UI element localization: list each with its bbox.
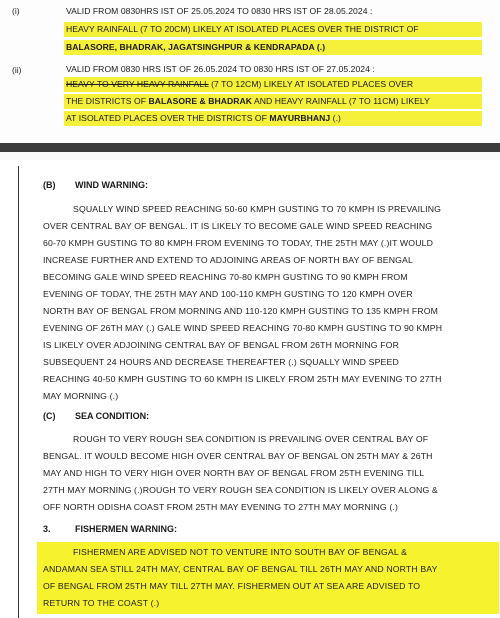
sea-condition-heading: SEA CONDITION: xyxy=(75,411,150,421)
rainfall-strike-text: HEAVY TO VERY HEAVY RAINFALL xyxy=(66,79,209,89)
fishermen-warning-heading: FISHERMEN WARNING: xyxy=(75,524,177,534)
section-number: (C) xyxy=(43,411,56,421)
sea-line: BENGAL. IT WOULD BECOME HIGH OVER CENTRAL BAY OF BENGAL ON 25TH MAY & 26TH xyxy=(43,451,433,461)
wind-line: REACHING 40-50 KMPH GUSTING TO 60 KMPH IS LIKELY FROM 25TH MAY EVENING TO 27TH xyxy=(43,374,442,384)
wind-line: MAY MORNING (.) xyxy=(43,391,119,401)
district-line: BALASORE, BHADRAK, JAGATSINGHPUR & KENDRAPADA (.) xyxy=(66,42,326,52)
wind-line: EVENING OF 26TH MAY (.) GALE WIND SPEED REACHING 70-80 KMPH GUSTING TO 90 KMPH xyxy=(43,323,443,333)
fishermen-line: FISHERMEN ARE ADVISED NOT TO VENTURE INTO SOUTH BAY OF BENGAL & xyxy=(73,547,408,557)
district-text: (.) xyxy=(330,113,341,123)
wind-line: IS LIKELY OVER ADJOINING CENTRAL BAY OF BENGAL FROM 26TH MORNING FOR xyxy=(43,340,399,350)
warning-document xyxy=(18,166,500,618)
wind-warning-heading: WIND WARNING: xyxy=(75,180,148,190)
wind-line: EVENING OF TODAY, THE 25TH MAY AND 100-110 KMPH GUSTING TO 120 KMPH OVER xyxy=(43,289,413,299)
sea-line: MAY AND HIGH TO VERY HIGH OVER NORTH BAY OF BENGAL FROM 25TH EVENING TILL xyxy=(43,468,425,478)
district-line xyxy=(66,113,341,123)
fishermen-line: OF BENGAL FROM 25TH MAY TILL 27TH MAY. FISHERMEN OUT AT SEA ARE ADVISED TO xyxy=(43,581,421,591)
sea-line: OFF NORTH ODISHA COAST FROM 25TH MAY EVENING TO 27TH MAY MORNING (.) xyxy=(43,502,399,512)
sea-line: 27TH MAY MORNING (.)ROUGH TO VERY ROUGH SEA CONDITION IS LIKELY OVER ALONG & xyxy=(43,485,438,495)
forecast-line xyxy=(66,79,413,89)
fishermen-line: ANDAMAN SEA STILL 24TH MAY, CENTRAL BAY OF BENGAL TILL 26TH MAY AND NORTH BAY xyxy=(43,564,438,574)
district-line xyxy=(66,96,430,106)
wind-line: SQUALLY WIND SPEED REACHING 50-60 KMPH GUSTING TO 70 KMPH IS PREVAILING xyxy=(73,204,442,214)
wind-line: OVER CENTRAL BAY OF BENGAL. IT IS LIKELY TO BECOME GALE WIND SPEED REACHING xyxy=(43,221,433,231)
sea-line: ROUGH TO VERY ROUGH SEA CONDITION IS PREVAILING OVER CENTRAL BAY OF xyxy=(73,434,429,444)
forecast-text: (7 TO 12CM) LIKELY AT ISOLATED PLACES OVER xyxy=(208,79,414,89)
separator-gap xyxy=(0,152,500,160)
district-text: AT ISOLATED PLACES OVER THE DISTRICTS OF xyxy=(66,113,270,123)
district-bold: MAYURBHANJ xyxy=(269,113,331,123)
wind-line: 60-70 KMPH GUSTING TO 80 KMPH FROM EVENING TO TODAY, THE 25TH MAY (.)IT WOULD xyxy=(43,238,434,248)
validity-line: VALID FROM 0830HRS IST OF 25.05.2024 TO 0830 HRS IST OF 28.05.2024 : xyxy=(66,6,373,16)
fishermen-line: RETURN TO THE COAST (.) xyxy=(43,598,160,608)
district-text: THE DISTRICTS OF xyxy=(66,96,149,106)
district-text: AND HEAVY RAINFALL (7 TO 11CM) LIKELY xyxy=(252,96,430,106)
top-rainfall-snippet xyxy=(0,0,500,140)
district-bold: BALASORE & BHADRAK xyxy=(148,96,253,106)
item-number: (i) xyxy=(12,6,20,16)
section-number: (B) xyxy=(43,180,56,190)
forecast-line: HEAVY RAINFALL (7 TO 20CM) LIKELY AT ISOLATED PLACES OVER THE DISTRICT OF xyxy=(66,24,419,34)
item-number: (ii) xyxy=(12,65,22,75)
wind-line: INCREASE FURTHER AND EXTEND TO ADJOINING AREAS OF NORTH BAY OF BENGAL xyxy=(43,255,413,265)
wind-line: BECOMING GALE WIND SPEED REACHING 70-80 KMPH GUSTING TO 90 KMPH FROM xyxy=(43,272,408,282)
validity-line: VALID FROM 0830 HRS IST OF 26.05.2024 TO 0830 HRS IST OF 27.05.2024 : xyxy=(66,64,375,74)
wind-line: SUBSEQUENT 24 HOURS AND DECREASE THEREAFTER (.) SQUALLY WIND SPEED xyxy=(43,357,399,367)
section-number: 3. xyxy=(43,524,51,534)
wind-line: NORTH BAY OF BENGAL FROM MORNING AND 110-120 KMPH GUSTING TO 135 KMPH FROM xyxy=(43,306,439,316)
